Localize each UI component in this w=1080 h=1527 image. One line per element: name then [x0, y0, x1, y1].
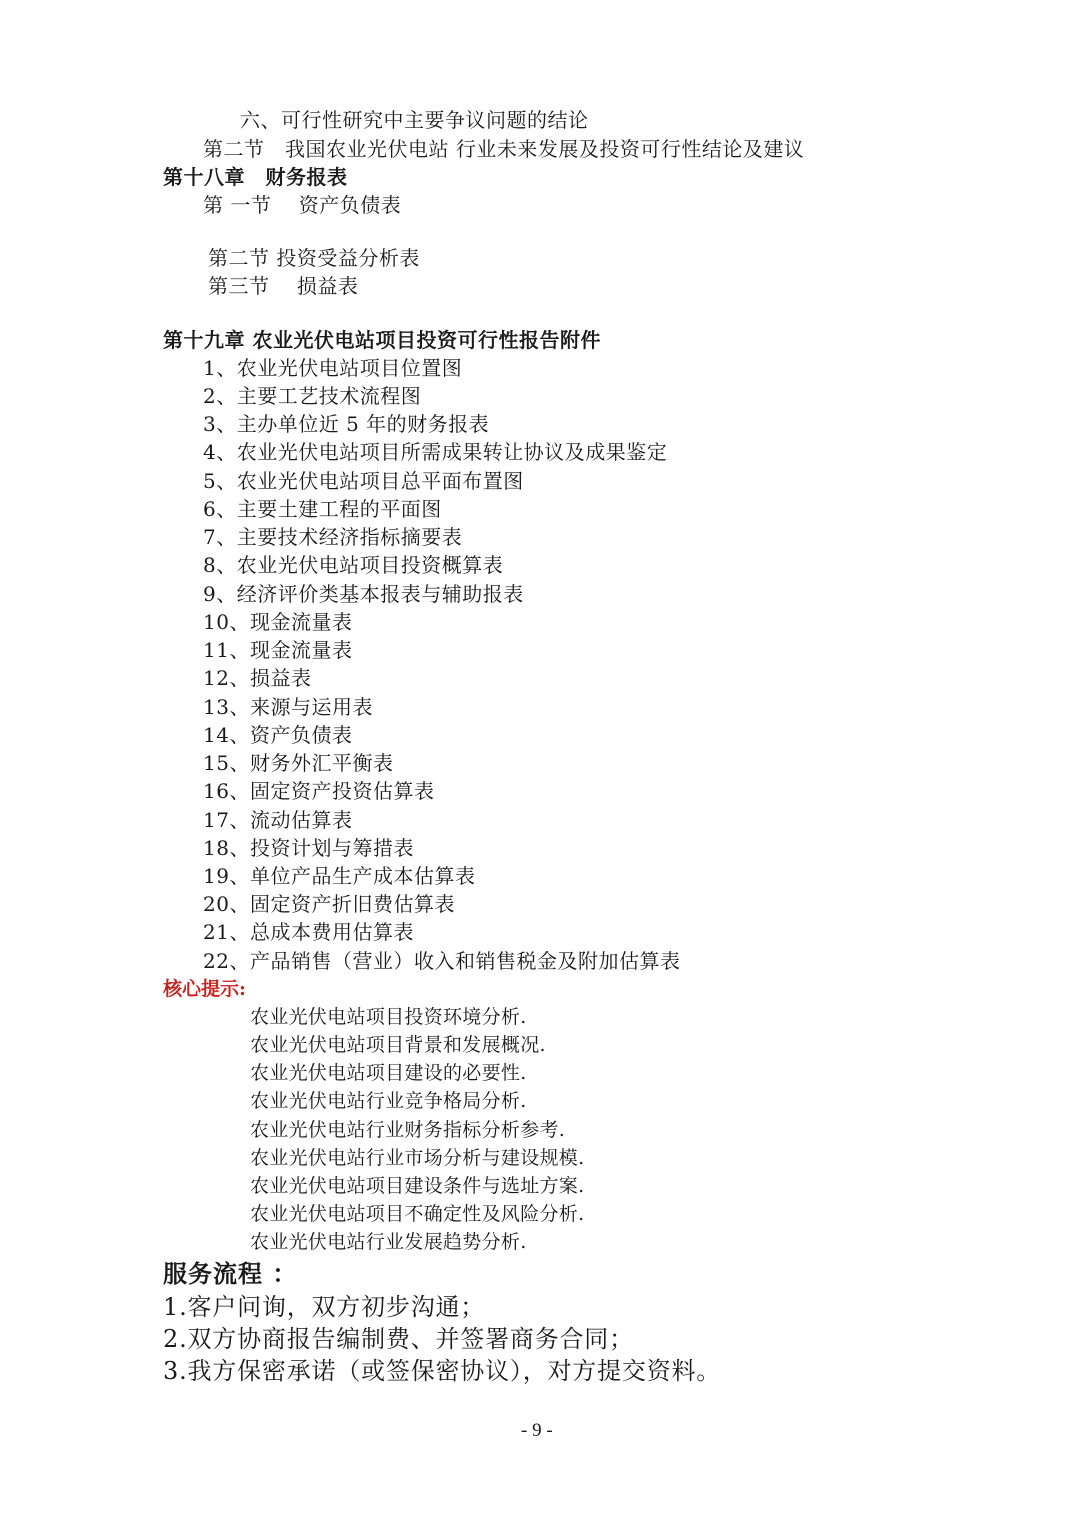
core-tips-heading: 核心提示:: [163, 978, 247, 1000]
chapter-19-title: 第十九章 农业光伏电站项目投资可行性报告附件: [163, 328, 601, 352]
service-step: 2.双方协商报告编制费、并签署商务合同；: [163, 1325, 634, 1353]
appendix-item: 4、农业光伏电站项目所需成果转让协议及成果鉴定: [203, 440, 668, 464]
core-tip-item: 农业光伏电站行业竞争格局分析.: [250, 1090, 527, 1112]
core-tip-item: 农业光伏电站项目建设的必要性.: [250, 1062, 527, 1084]
section-heading: 第二节 我国农业光伏电站 行业未来发展及投资可行性结论及建议: [203, 137, 805, 161]
appendix-item: 7、主要技术经济指标摘要表: [203, 525, 463, 549]
appendix-item: 17、流动估算表: [203, 808, 353, 832]
appendix-item: 15、财务外汇平衡表: [203, 751, 394, 775]
appendix-item: 16、固定资产投资估算表: [203, 779, 435, 803]
appendix-item: 13、来源与运用表: [203, 695, 373, 719]
appendix-item: 22、产品销售（营业）收入和销售税金及附加估算表: [203, 949, 681, 973]
appendix-item: 11、现金流量表: [203, 638, 353, 662]
appendix-item: 8、农业光伏电站项目投资概算表: [203, 553, 504, 577]
appendix-item: 12、损益表: [203, 666, 312, 690]
chapter-18-title: 第十八章 财务报表: [163, 165, 348, 189]
service-step: 1.客户问询，双方初步沟通；: [163, 1293, 486, 1321]
appendix-item: 14、资产负债表: [203, 723, 353, 747]
appendix-item: 5、农业光伏电站项目总平面布置图: [203, 469, 524, 493]
service-step: 3.我方保密承诺（或签保密协议），对方提交资料。: [163, 1357, 722, 1385]
appendix-item: 18、投资计划与筹措表: [203, 836, 414, 860]
appendix-item: 19、单位产品生产成本估算表: [203, 864, 476, 888]
core-tip-item: 农业光伏电站行业市场分析与建设规模.: [250, 1147, 585, 1169]
conclusion-line: 六、可行性研究中主要争议问题的结论: [240, 108, 589, 132]
core-tip-item: 农业光伏电站行业财务指标分析参考.: [250, 1119, 566, 1141]
chapter-18-section-2: 第二节 投资受益分析表: [208, 246, 420, 270]
core-tip-item: 农业光伏电站项目背景和发展概况.: [250, 1034, 546, 1056]
core-tip-item: 农业光伏电站项目投资环境分析.: [250, 1006, 527, 1028]
core-tip-item: 农业光伏电站行业发展趋势分析.: [250, 1231, 527, 1253]
appendix-item: 9、经济评价类基本报表与辅助报表: [203, 582, 524, 606]
appendix-item: 6、主要土建工程的平面图: [203, 497, 442, 521]
appendix-item: 1、农业光伏电站项目位置图: [203, 356, 463, 380]
chapter-18-section-3: 第三节 损益表: [208, 274, 359, 298]
page-number: - 9 -: [521, 1420, 553, 1441]
chapter-18-section-1: 第 一节 资产负债表: [203, 193, 402, 217]
core-tip-item: 农业光伏电站项目不确定性及风险分析.: [250, 1203, 585, 1225]
service-flow-heading: 服务流程 ：: [163, 1259, 298, 1288]
core-tip-item: 农业光伏电站项目建设条件与选址方案.: [250, 1175, 585, 1197]
appendix-item: 3、主办单位近 5 年的财务报表: [203, 412, 490, 436]
appendix-item: 2、主要工艺技术流程图: [203, 384, 422, 408]
appendix-item: 21、总成本费用估算表: [203, 920, 414, 944]
appendix-item: 10、现金流量表: [203, 610, 353, 634]
appendix-item: 20、固定资产折旧费估算表: [203, 892, 455, 916]
